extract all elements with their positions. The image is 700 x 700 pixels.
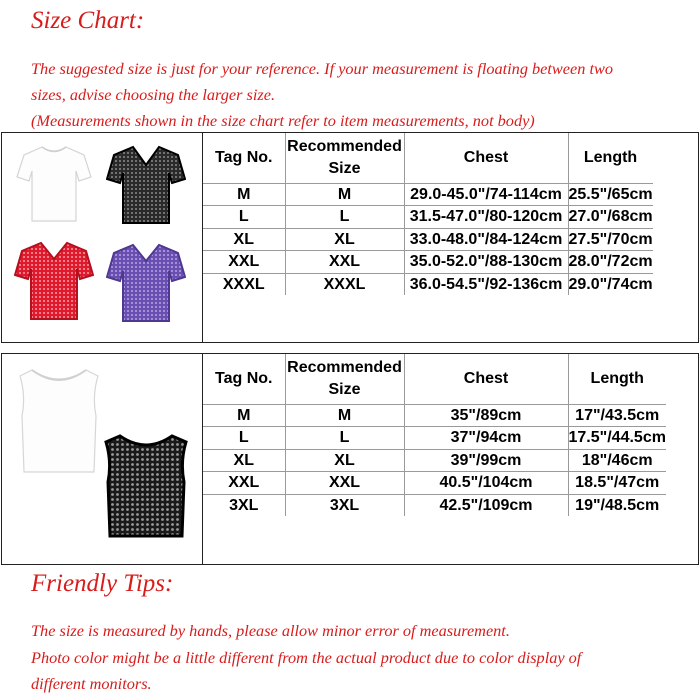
recommended-cell: M: [285, 404, 404, 427]
length-cell: 17.5"/44.5cm: [568, 427, 666, 450]
chest-cell: 42.5"/109cm: [404, 494, 568, 516]
recommended-label: Recommended: [287, 138, 402, 156]
size-note-line-2: sizes, advise choosing the larger size.: [31, 85, 276, 104]
tag-cell: XL: [203, 228, 285, 251]
table-header-row: [203, 354, 666, 404]
recommended-label: Recommended: [287, 359, 402, 377]
table-row: [203, 251, 653, 274]
tag-cell: L: [203, 427, 285, 450]
recommended-cell: M: [285, 183, 404, 206]
length-cell: 27.5"/70cm: [568, 228, 653, 251]
size-note-line-1: The suggested size is just for your reference. If your measurement is floating between two: [31, 59, 613, 78]
tag-cell: 3XL: [203, 494, 285, 516]
recommended-cell: L: [285, 427, 404, 450]
length-cell: 29.0"/74cm: [568, 273, 653, 295]
chest-cell: 31.5-47.0"/80-120cm: [404, 206, 568, 229]
tag-cell: XXXL: [203, 273, 285, 295]
tips-line-1: The size is measured by hands, please allow minor error of measurement.: [31, 621, 510, 640]
recommended-cell: XL: [285, 449, 404, 472]
tag-cell: L: [203, 206, 285, 229]
recommended-cell: XXL: [285, 472, 404, 495]
table-header-row: [203, 133, 653, 183]
tag-no-header: Tag No.: [203, 133, 285, 183]
tank-top-size-table: [203, 354, 666, 516]
tag-cell: M: [203, 183, 285, 206]
chest-header: Chest: [404, 133, 568, 183]
chest-cell: 37"/94cm: [404, 427, 568, 450]
table-row: [203, 206, 653, 229]
tag-cell: M: [203, 404, 285, 427]
red-mesh-tshirt-image: [14, 239, 94, 323]
tshirt-photos: [2, 133, 203, 342]
length-cell: 27.0"/68cm: [568, 206, 653, 229]
black-mesh-tshirt-image: [106, 143, 186, 227]
recommended-cell: XXL: [285, 251, 404, 274]
recommended-cell: 3XL: [285, 494, 404, 516]
tag-cell: XL: [203, 449, 285, 472]
chest-cell: 40.5"/104cm: [404, 472, 568, 495]
tank-top-photos: [2, 354, 203, 564]
size-label: Size: [328, 380, 361, 398]
recommended-cell: XXXL: [285, 273, 404, 295]
table-row: [203, 404, 666, 427]
length-cell: 25.5"/65cm: [568, 183, 653, 206]
length-header: Length: [568, 133, 653, 183]
size-note-line-3: (Measurements shown in the size chart refer to item measurements, not body): [31, 111, 535, 130]
chest-cell: 39"/99cm: [404, 449, 568, 472]
size-label: Size: [328, 159, 361, 177]
table-row: [203, 494, 666, 516]
table-row: [203, 427, 666, 450]
table-row: [203, 472, 666, 495]
friendly-tips-title: Friendly Tips:: [31, 570, 174, 597]
recommended-cell: L: [285, 206, 404, 229]
black-mesh-tank-top-image: [100, 432, 192, 540]
chest-header: Chest: [404, 354, 568, 404]
recommended-size-header: [285, 354, 404, 404]
table-row: [203, 449, 666, 472]
purple-mesh-tshirt-image: [106, 241, 186, 325]
recommended-size-header: [285, 133, 404, 183]
tag-no-header: Tag No.: [203, 354, 285, 404]
tips-line-2: Photo color might be a little different from the actual product due to color display of: [31, 648, 582, 667]
white-mesh-tshirt-image: [16, 143, 92, 225]
length-cell: 28.0"/72cm: [568, 251, 653, 274]
tag-cell: XXL: [203, 472, 285, 495]
length-header: Length: [568, 354, 666, 404]
table-row: [203, 273, 653, 295]
length-cell: 17"/43.5cm: [568, 404, 666, 427]
tshirt-size-table: [203, 133, 653, 295]
table-row: [203, 228, 653, 251]
chest-cell: 29.0-45.0"/74-114cm: [404, 183, 568, 206]
white-mesh-tank-top-image: [14, 366, 104, 476]
chest-cell: 35"/89cm: [404, 404, 568, 427]
length-cell: 18"/46cm: [568, 449, 666, 472]
tag-cell: XXL: [203, 251, 285, 274]
tips-line-3: different monitors.: [31, 674, 152, 693]
tank-top-size-chart: [1, 353, 699, 565]
length-cell: 19"/48.5cm: [568, 494, 666, 516]
length-cell: 18.5"/47cm: [568, 472, 666, 495]
size-chart-title: Size Chart:: [31, 7, 145, 34]
chest-cell: 35.0-52.0"/88-130cm: [404, 251, 568, 274]
table-row: [203, 183, 653, 206]
chest-cell: 33.0-48.0"/84-124cm: [404, 228, 568, 251]
chest-cell: 36.0-54.5"/92-136cm: [404, 273, 568, 295]
tshirt-size-chart: [1, 132, 699, 343]
recommended-cell: XL: [285, 228, 404, 251]
